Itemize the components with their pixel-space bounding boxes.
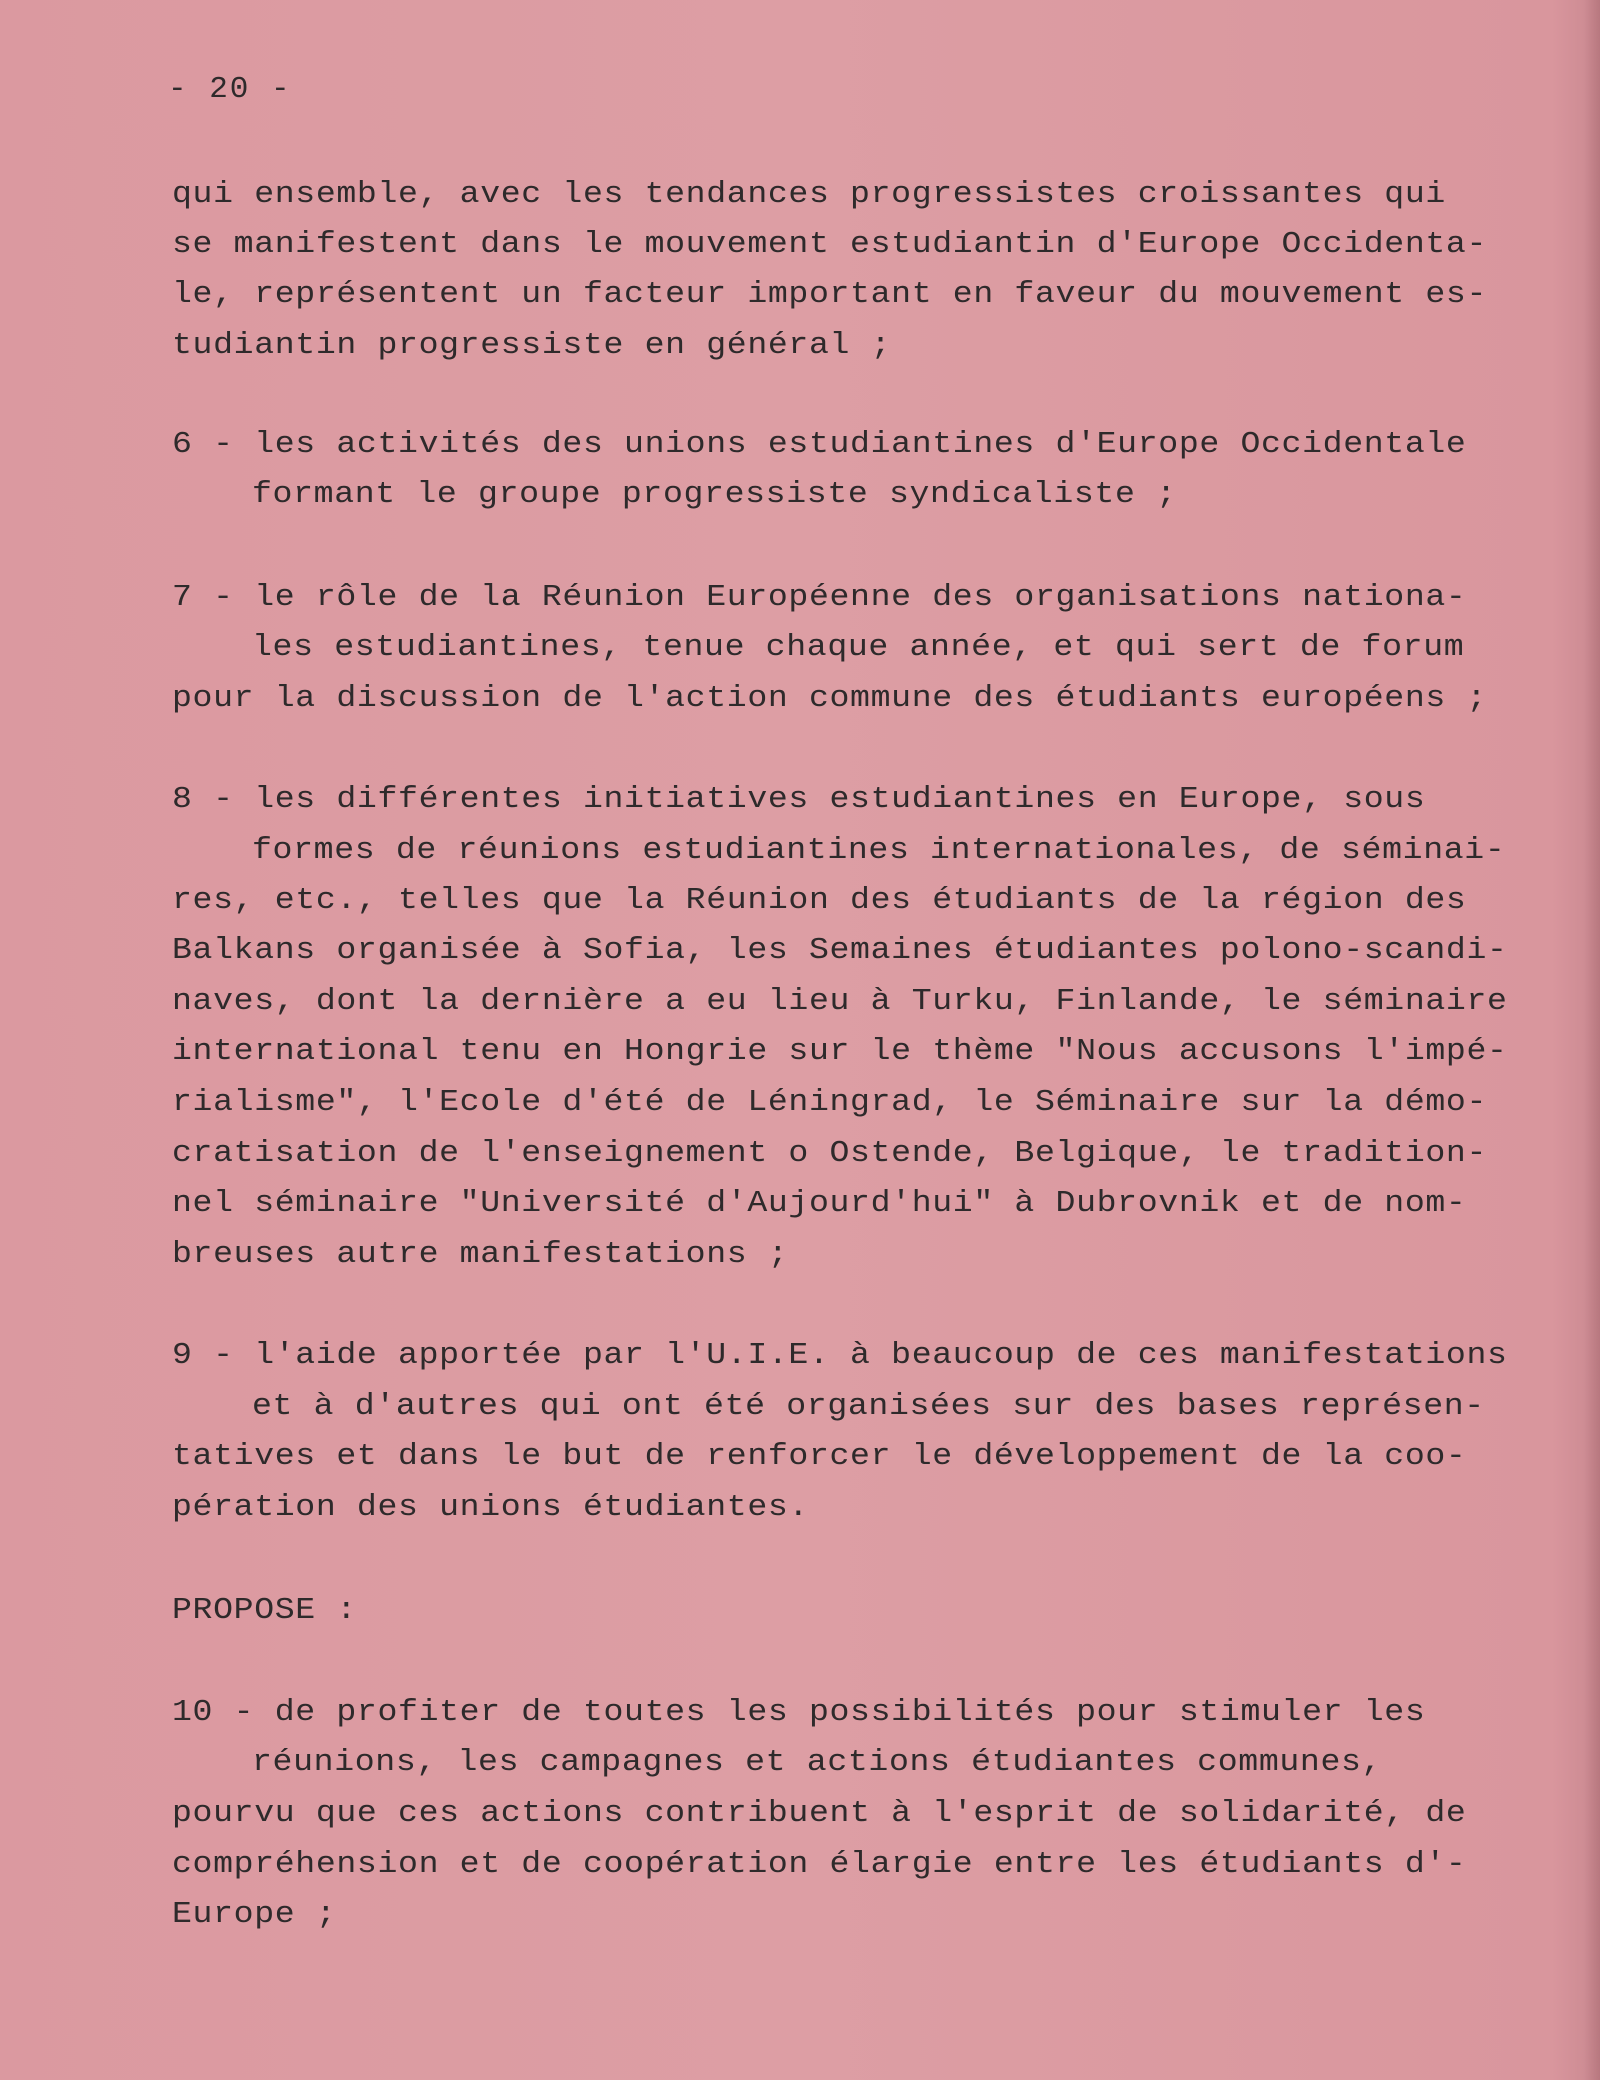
- text-line: 9 - l'aide apportée par l'U.I.E. à beaucoup de ces manifestations: [172, 1338, 1508, 1373]
- text-line: 7 - le rôle de la Réunion Européenne des organisations nationa-: [172, 580, 1467, 615]
- text-line: pour la discussion de l'action commune des étudiants européens ;: [172, 681, 1488, 716]
- text-line: formes de réunions estudiantines internationales, de séminai-: [252, 833, 1506, 868]
- text-line: qui ensemble, avec les tendances progressistes croissantes qui: [172, 177, 1446, 212]
- text-line: les estudiantines, tenue chaque année, et qui sert de forum: [252, 630, 1465, 665]
- text-line: cratisation de l'enseignement o Ostende, Belgique, le tradition-: [172, 1136, 1488, 1171]
- text-line: compréhension et de coopération élargie entre les étudiants d'-: [172, 1847, 1467, 1882]
- text-line: nel séminaire "Université d'Aujourd'hui" à Dubrovnik et de nom-: [172, 1186, 1467, 1221]
- text-line: formant le groupe progressiste syndicaliste ;: [252, 477, 1177, 512]
- text-line: se manifestent dans le mouvement estudiantin d'Europe Occidenta-: [172, 227, 1488, 262]
- text-line: tatives et dans le but de renforcer le développement de la coo-: [172, 1439, 1467, 1474]
- text-line: Europe ;: [172, 1897, 337, 1932]
- text-line: pération des unions étudiantes.: [172, 1490, 809, 1525]
- text-line: Balkans organisée à Sofia, les Semaines étudiantes polono-scandi-: [172, 933, 1508, 968]
- text-line: rialisme", l'Ecole d'été de Léningrad, le Séminaire sur la démo-: [172, 1085, 1488, 1120]
- text-line: et à d'autres qui ont été organisées sur des bases représen-: [252, 1389, 1485, 1424]
- text-line: 10 - de profiter de toutes les possibilités pour stimuler les: [172, 1695, 1426, 1730]
- text-line: naves, dont la dernière a eu lieu à Turku, Finlande, le séminaire: [172, 984, 1508, 1019]
- text-line: international tenu en Hongrie sur le thème "Nous accusons l'impé-: [172, 1034, 1508, 1069]
- page-edge-shadow: [1584, 0, 1600, 2080]
- page-number: - 20 -: [168, 72, 292, 107]
- text-line: le, représentent un facteur important en faveur du mouvement es-: [172, 277, 1488, 312]
- section-heading: PROPOSE :: [172, 1593, 357, 1628]
- text-line: 8 - les différentes initiatives estudiantines en Europe, sous: [172, 782, 1426, 817]
- text-line: pourvu que ces actions contribuent à l'esprit de solidarité, de: [172, 1796, 1467, 1831]
- text-line: 6 - les activités des unions estudiantines d'Europe Occidentale: [172, 427, 1467, 462]
- text-line: breuses autre manifestations ;: [172, 1237, 789, 1272]
- text-line: res, etc., telles que la Réunion des étudiants de la région des: [172, 883, 1467, 918]
- text-line: tudiantin progressiste en général ;: [172, 328, 892, 363]
- text-line: réunions, les campagnes et actions étudiantes communes,: [252, 1745, 1383, 1780]
